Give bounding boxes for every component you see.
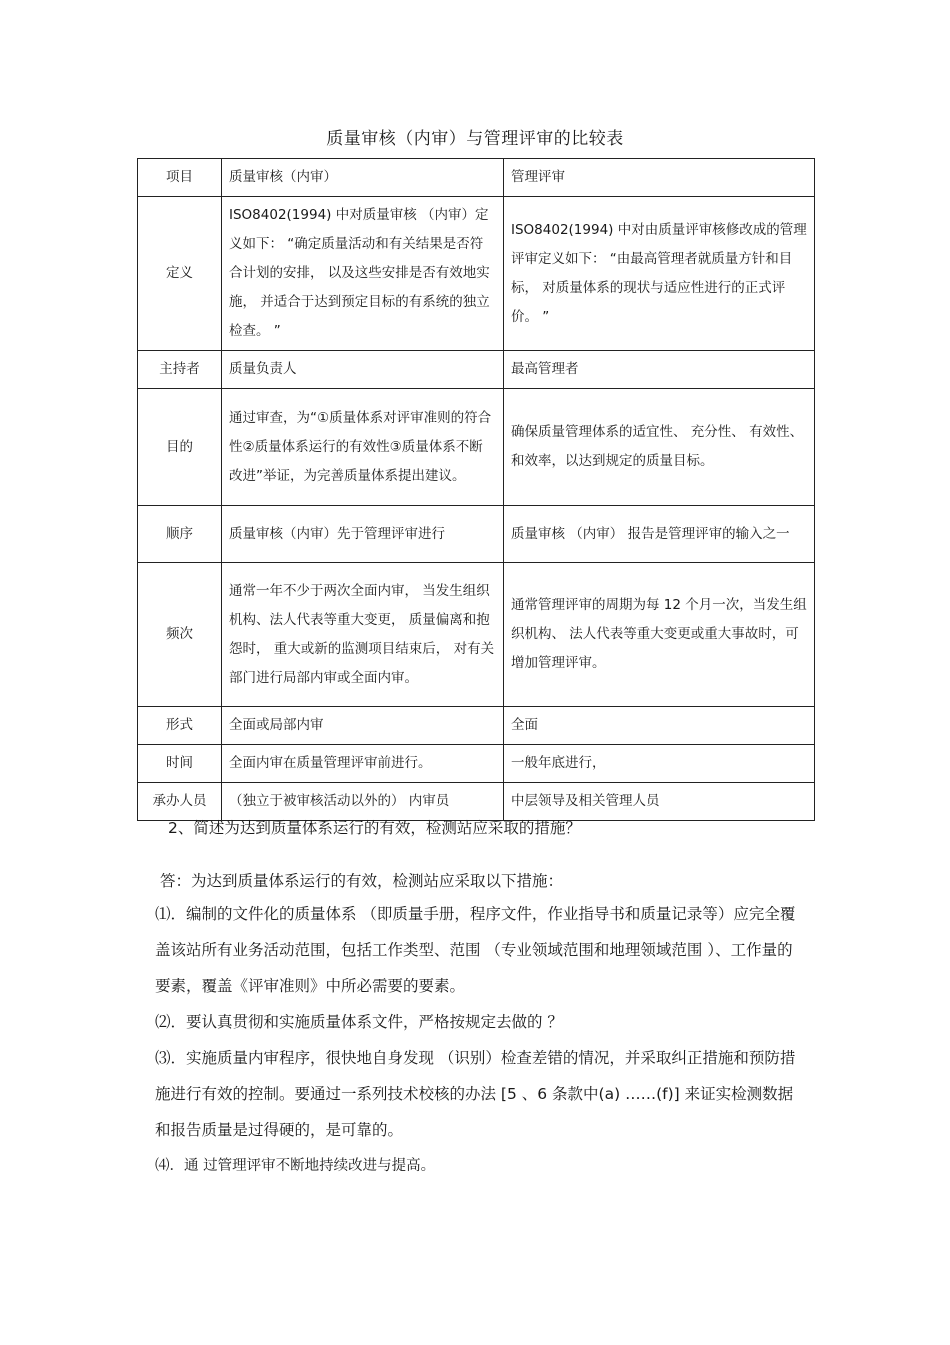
- row-audit: ISO8402(1994) 中对质量审核 （内审）定义如下： “确定质量活动和有关结果是否符合计划的安排， 以及这些安排是否有效地实施， 并适合于达到预定目标的有系统的独立检查。 ”: [222, 197, 504, 351]
- row-review: 最高管理者: [504, 351, 815, 389]
- row-audit: （独立于被审核活动以外的） 内审员: [222, 783, 504, 821]
- row-review: ISO8402(1994) 中对由质量评审核修改成的管理评审定义如下： “由最高管理者就质量方针和目标， 对质量体系的现状与适应性进行的正式评价。 ”: [504, 197, 815, 351]
- table-row: [138, 351, 815, 389]
- row-item: 时间: [138, 745, 222, 783]
- row-review: 全面: [504, 707, 815, 745]
- table-row: [138, 783, 815, 821]
- table-row: [138, 563, 815, 707]
- answer-point-4: ⑷．通 过管理评审不断地持续改进与提高。: [155, 1158, 436, 1174]
- row-item: 顺序: [138, 506, 222, 563]
- row-review: 通常管理评审的周期为每 12 个月一次，当发生组织机构、 法人代表等重大变更或重大事故时，可增加管理评审。: [504, 563, 815, 707]
- table-row: [138, 506, 815, 563]
- row-item: 承办人员: [138, 783, 222, 821]
- comparison-table: [137, 158, 815, 821]
- header-item: 项目: [138, 159, 222, 197]
- row-audit: 质量负责人: [222, 351, 504, 389]
- answer-point-2: ⑵．要认真贯彻和实施质量体系文件，严格按规定去做的 ？: [155, 1013, 563, 1031]
- row-audit: 全面或局部内审: [222, 707, 504, 745]
- row-review: 一般年底进行，: [504, 745, 815, 783]
- table-row: [138, 745, 815, 783]
- table-title: 质量审核（内审）与管理评审的比较表: [326, 129, 624, 149]
- table-header-row: [138, 159, 815, 197]
- answer-intro: 答：为达到质量体系运行的有效，检测站应采取以下措施：: [160, 872, 564, 890]
- answer-point-1: ⑴．编制的文件化的质量体系 （即质量手册，程序文件，作业指导书和质量记录等）应完全覆盖该站所有业务活动范围，包括工作类型、范围 （专业领域范围和地理领域范围 ）、工作量的要素，覆盖《评审准则》中所必需要的要素。: [155, 905, 796, 995]
- question-heading: 2、简述为达到质量体系运行的有效，检测站应采取的措施？: [168, 819, 581, 837]
- row-item: 定义: [138, 197, 222, 351]
- row-audit: 通过审查，为“①质量体系对评审准则的符合性②质量体系运行的有效性③质量体系不断改进”举证，为完善质量体系提出建议。: [222, 389, 504, 506]
- table-row: [138, 389, 815, 506]
- table-row: [138, 197, 815, 351]
- header-review: 管理评审: [504, 159, 815, 197]
- row-review: 确保质量管理体系的适宜性、 充分性、 有效性、和效率，以达到规定的质量目标。: [504, 389, 815, 506]
- row-item: 主持者: [138, 351, 222, 389]
- row-item: 形式: [138, 707, 222, 745]
- row-audit: 通常一年不少于两次全面内审， 当发生组织机构、法人代表等重大变更， 质量偏离和抱怨时， 重大或新的监测项目结束后， 对有关部门进行局部内审或全面内审。: [222, 563, 504, 707]
- row-audit: 全面内审在质量管理评审前进行。: [222, 745, 504, 783]
- row-item: 频次: [138, 563, 222, 707]
- row-review: 中层领导及相关管理人员: [504, 783, 815, 821]
- row-review: 质量审核 （内审） 报告是管理评审的输入之一: [504, 506, 815, 563]
- answer-point-3: ⑶．实施质量内审程序，很快地自身发现 （识别）检查差错的情况，并采取纠正措施和预防措施进行有效的控制。要通过一系列技术校核的办法 [5 、6 条款中(a) ……(f)] 来证实检测数据和报告质量是过得硬的，是可靠的。: [155, 1049, 796, 1139]
- header-audit: 质量审核（内审）: [222, 159, 504, 197]
- row-audit: 质量审核（内审）先于管理评审进行: [222, 506, 504, 563]
- row-item: 目的: [138, 389, 222, 506]
- table-row: [138, 707, 815, 745]
